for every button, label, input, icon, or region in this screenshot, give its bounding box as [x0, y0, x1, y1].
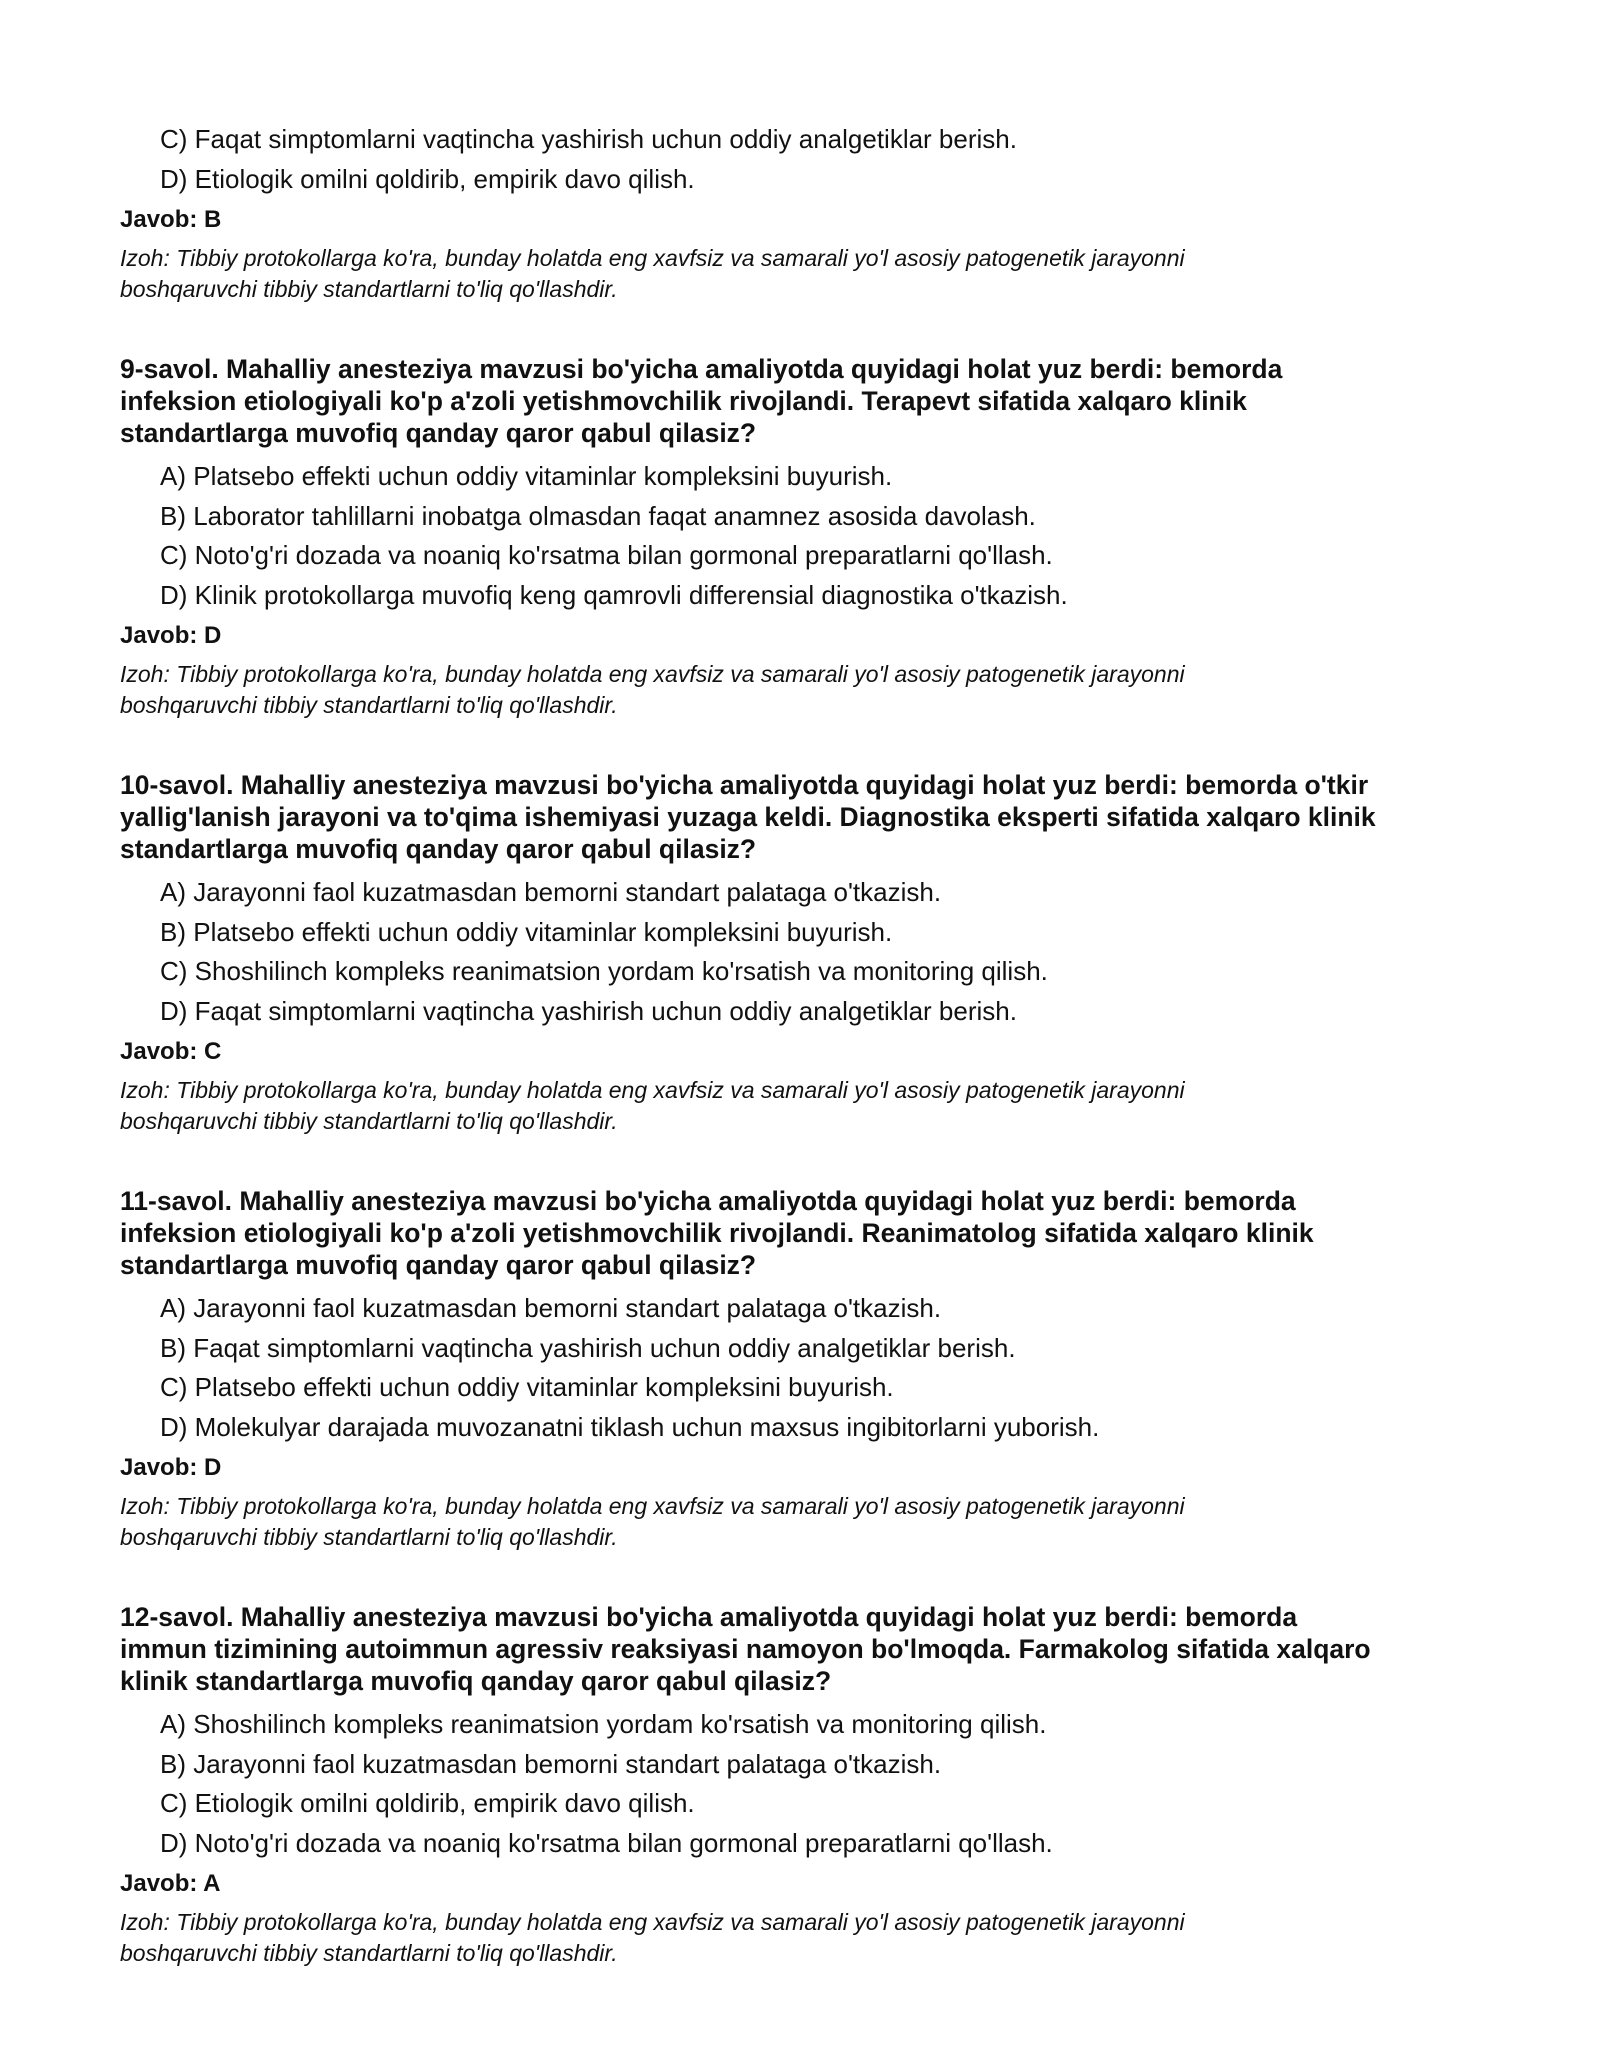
question-block-11	[120, 1185, 1480, 1553]
answer-options	[120, 1289, 1480, 1447]
question-line: 11-savol. Mahalliy anesteziya mavzusi bo'yicha amaliyotda quyidagi holat yuz berdi: bemorda	[120, 1186, 1296, 1216]
answer-option-a: A) Platsebo effekti uchun oddiy vitaminlar kompleksini buyurish.	[160, 461, 893, 491]
explanation-line: boshqaruvchi tibbiy standartlarni to'liq qo'llashdir.	[120, 1524, 618, 1550]
answer-option-a: A) Jarayonni faol kuzatmasdan bemorni standart palataga o'tkazish.	[160, 877, 942, 907]
answer-option-d: D) Molekulyar darajada muvozanatni tiklash uchun maxsus ingibitorlarni yuborish.	[160, 1411, 1100, 1442]
document-page	[120, 120, 1480, 1969]
explanation-line: Izoh: Tibbiy protokollarga ko'ra, bunday holatda eng xavfsiz va samarali yo'l asosiy patogenetik jarayonni	[120, 661, 1185, 687]
answer-option-c: C) Faqat simptomlarni vaqtincha yashirish uchun oddiy analgetiklar berish.	[160, 124, 1017, 154]
answer-option-d: D) Klinik protokollarga muvofiq keng qamrovli differensial diagnostika o'tkazish.	[160, 579, 1068, 610]
question-block-10	[120, 769, 1480, 1137]
question-line: standartlarga muvofiq qanday qaror qabul qilasiz?	[120, 1250, 757, 1280]
question-line: infeksion etiologiyali ko'p a'zoli yetishmovchilik rivojlandi. Terapevt sifatida xalqaro klinik	[120, 386, 1247, 416]
answer-option-b: B) Platsebo effekti uchun oddiy vitaminlar kompleksini buyurish.	[160, 916, 893, 947]
explanation-note	[120, 243, 1480, 305]
question-line: klinik standartlarga muvofiq qanday qaror qabul qilasiz?	[120, 1666, 832, 1696]
answer-option-d: D) Noto'g'ri dozada va noaniq ko'rsatma bilan gormonal preparatlarni qo'llash.	[160, 1827, 1053, 1858]
question-line: standartlarga muvofiq qanday qaror qabul qilasiz?	[120, 418, 757, 448]
question-line: 10-savol. Mahalliy anesteziya mavzusi bo'yicha amaliyotda quyidagi holat yuz berdi: bemorda o'tkir	[120, 770, 1369, 800]
answer-option-d: D) Faqat simptomlarni vaqtincha yashirish uchun oddiy analgetiklar berish.	[160, 995, 1017, 1026]
answer-options	[120, 457, 1480, 615]
explanation-line: Izoh: Tibbiy protokollarga ko'ra, bunday holatda eng xavfsiz va samarali yo'l asosiy patogenetik jarayonni	[120, 245, 1185, 271]
answer-option-c: C) Shoshilinch kompleks reanimatsion yordam ko'rsatish va monitoring qilish.	[160, 956, 1048, 986]
answer-options	[120, 1705, 1480, 1863]
question-line: immun tizimining autoimmun agressiv reaksiyasi namoyon bo'lmoqda. Farmakolog sifatida xalqaro	[120, 1634, 1371, 1664]
explanation-note	[120, 1491, 1480, 1553]
answer-option-c: C) Noto'g'ri dozada va noaniq ko'rsatma bilan gormonal preparatlarni qo'llash.	[160, 540, 1053, 570]
explanation-line: boshqaruvchi tibbiy standartlarni to'liq qo'llashdir.	[120, 276, 618, 302]
question-line: infeksion etiologiyali ko'p a'zoli yetishmovchilik rivojlandi. Reanimatolog sifatida xalqaro klinik	[120, 1218, 1314, 1248]
correct-answer: Javob: B	[120, 206, 222, 233]
explanation-line: Izoh: Tibbiy protokollarga ko'ra, bunday holatda eng xavfsiz va samarali yo'l asosiy patogenetik jarayonni	[120, 1909, 1185, 1935]
explanation-note	[120, 1907, 1480, 1969]
answer-option-b: B) Laborator tahlillarni inobatga olmasdan faqat anamnez asosida davolash.	[160, 500, 1036, 531]
question-text	[120, 353, 1480, 449]
correct-answer: Javob: C	[120, 1038, 222, 1065]
correct-answer: Javob: D	[120, 1454, 222, 1481]
answer-option-c: C) Etiologik omilni qoldirib, empirik davo qilish.	[160, 1788, 695, 1818]
answer-option-c: C) Platsebo effekti uchun oddiy vitaminlar kompleksini buyurish.	[160, 1372, 894, 1402]
question-text	[120, 1601, 1480, 1697]
explanation-note	[120, 1075, 1480, 1137]
question-block-partial	[120, 120, 1480, 305]
explanation-note	[120, 659, 1480, 721]
question-text	[120, 769, 1480, 865]
question-block-9	[120, 353, 1480, 721]
explanation-line: boshqaruvchi tibbiy standartlarni to'liq qo'llashdir.	[120, 692, 618, 718]
question-text	[120, 1185, 1480, 1281]
question-line: standartlarga muvofiq qanday qaror qabul qilasiz?	[120, 834, 757, 864]
question-line: yallig'lanish jarayoni va to'qima ishemiyasi yuzaga keldi. Diagnostika eksperti sifatida xalqaro klinik	[120, 802, 1376, 832]
explanation-line: boshqaruvchi tibbiy standartlarni to'liq qo'llashdir.	[120, 1940, 618, 1966]
answer-option-a: A) Jarayonni faol kuzatmasdan bemorni standart palataga o'tkazish.	[160, 1293, 942, 1323]
question-block-12	[120, 1601, 1480, 1969]
answer-option-d: D) Etiologik omilni qoldirib, empirik davo qilish.	[160, 163, 695, 194]
answer-options	[120, 120, 1480, 199]
explanation-line: boshqaruvchi tibbiy standartlarni to'liq qo'llashdir.	[120, 1108, 618, 1134]
answer-option-b: B) Faqat simptomlarni vaqtincha yashirish uchun oddiy analgetiklar berish.	[160, 1332, 1016, 1363]
answer-option-b: B) Jarayonni faol kuzatmasdan bemorni standart palataga o'tkazish.	[160, 1748, 942, 1779]
question-line: 12-savol. Mahalliy anesteziya mavzusi bo'yicha amaliyotda quyidagi holat yuz berdi: bemorda	[120, 1602, 1298, 1632]
explanation-line: Izoh: Tibbiy protokollarga ko'ra, bunday holatda eng xavfsiz va samarali yo'l asosiy patogenetik jarayonni	[120, 1493, 1185, 1519]
question-line: 9-savol. Mahalliy anesteziya mavzusi bo'yicha amaliyotda quyidagi holat yuz berdi: bemorda	[120, 354, 1283, 384]
answer-option-a: A) Shoshilinch kompleks reanimatsion yordam ko'rsatish va monitoring qilish.	[160, 1709, 1047, 1739]
correct-answer: Javob: A	[120, 1870, 221, 1897]
explanation-line: Izoh: Tibbiy protokollarga ko'ra, bunday holatda eng xavfsiz va samarali yo'l asosiy patogenetik jarayonni	[120, 1077, 1185, 1103]
correct-answer: Javob: D	[120, 622, 222, 649]
answer-options	[120, 873, 1480, 1031]
